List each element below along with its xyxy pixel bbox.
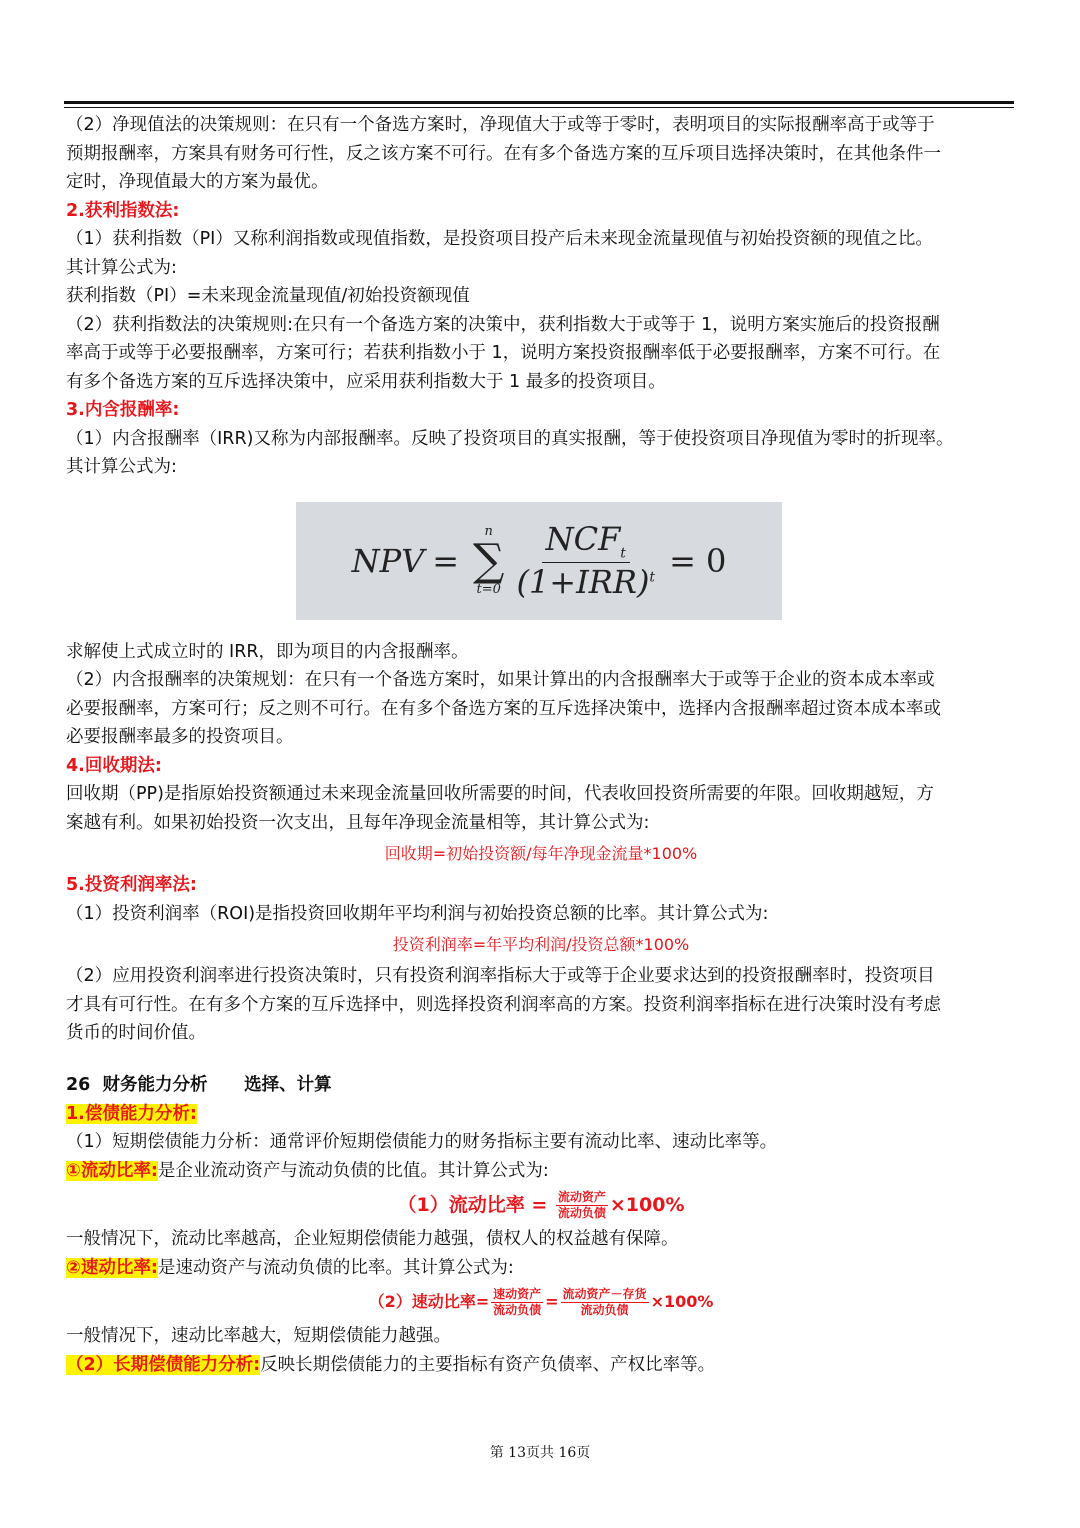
pi-rule-line: 有多个备选方案的互斥选择决策中，应采用获利指数大于 1 最多的投资项目。 [66, 371, 666, 392]
roi-rule-line: 货币的时间价值。 [66, 1023, 206, 1043]
irr-rule-line: （2）内含报酬率的决策规划：在只有一个备选方案时，如果计算出的内含报酬率大于或等于企业的资本成本率或 [66, 670, 935, 690]
current-ratio-note: 一般情况下，流动比率越高，企业短期偿债能力越强，债权人的权益越有保障。 [66, 1229, 679, 1249]
sigma-symbol: n ∑ t=0 [473, 523, 505, 597]
pp-formula: 回收期=初始投资额/每年净现金流量*100% [384, 844, 698, 863]
header-rule-thick [64, 101, 1014, 104]
pp-definition: 回收期（PP)是指原始投资额通过未来现金流量回收所需要的时间，代表收回投资所需要的年限。回收期越短，方 [66, 784, 934, 804]
roi-rule-line: 才具有可行性。在有多个方案的互斥选择中，则选择投资利润率高的方案。投资利润率指标在进行决策时没有考虑 [66, 994, 941, 1015]
npv-lhs: NPV [351, 541, 425, 580]
current-ratio-text: 是企业流动资产与流动负债的比值。其计算公式为: [157, 1160, 549, 1181]
pp-definition: 案越有利。如果初始投资一次支出，且每年净现金流量相等，其计算公式为: [66, 812, 650, 833]
pi-definition: （1）获利指数（PI）又称利润指数或现值指数，是投资项目投产后未来现金流量现值与初始投资额的现值之比。 [66, 229, 933, 249]
long-term-line [66, 1351, 1016, 1380]
irr-rule-line: 必要报酬率，方案可行；反之则不可行。在有多个备选方案的互斥选择决策中，选择内含报酬率超过资本成本率或 [66, 698, 941, 719]
npv-rule-line: 预期报酬率，方案具有财务可行性，反之该方案不可行。在有多个备选方案的互斥项目选择决策时，在其他条件一 [66, 143, 941, 164]
npv-equals: = [432, 541, 460, 580]
page-content [66, 111, 1016, 1379]
section-26-title: 26 财务能力分析 选择、计算 [66, 1074, 332, 1095]
npv-rule-line: 定时，净现值最大的方案为最优。 [66, 172, 329, 192]
npv-rhs: = 0 [669, 541, 727, 580]
pi-heading: 2.获利指数法: [66, 200, 180, 221]
irr-solve: 求解使上式成立时的 IRR，即为项目的内含报酬率。 [66, 641, 469, 662]
header-rule-thin [64, 107, 1014, 108]
pp-heading: 4.回收期法: [66, 755, 162, 776]
current-ratio-label: ①流动比率: [66, 1160, 158, 1181]
page-footer: 第 13页共 16页 [489, 1445, 591, 1461]
current-ratio-formula: （1）流动比率 = $\frac{\text{流动资产}}{\text{流动负债}}$ ×100% [397, 1190, 685, 1220]
irr-rule-line: 必要报酬率最多的投资项目。 [66, 727, 294, 747]
irr-definition: （1）内含报酬率（IRR)又称为内部报酬率。反映了投资项目的真实报酬，等于使投资项目净现值为零时的折现率。 [66, 428, 954, 449]
roi-heading: 5.投资利润率法: [66, 875, 197, 895]
quick-ratio-line [66, 1254, 1016, 1283]
current-ratio-line [66, 1157, 1016, 1186]
npv-formula-image [296, 502, 782, 620]
npv-rule-line: （2）净现值法的决策规则：在只有一个备选方案时，净现值大于或等于零时，表明项目的实际报酬率高于或等于 [66, 115, 935, 135]
pi-formula-intro: 其计算公式为: [66, 257, 177, 278]
short-term-solvency: （1）短期偿债能力分析：通常评价短期偿债能力的财务指标主要有流动比率、速动比率等。 [66, 1132, 778, 1152]
solvency-heading: 1.偿债能力分析: [66, 1103, 197, 1124]
irr-heading: 3.内含报酬率: [66, 400, 180, 420]
quick-ratio-label: ②速动比率: [66, 1257, 158, 1278]
long-term-text: 反映长期偿债能力的主要指标有资产负债率、产权比率等。 [260, 1354, 716, 1375]
pi-formula: 获利指数（PI）=未来现金流量现值/初始投资额现值 [66, 286, 470, 306]
long-term-label: （2）长期偿债能力分析: [66, 1354, 261, 1375]
quick-ratio-text: 是速动资产与流动负债的比率。其计算公式为: [157, 1257, 514, 1278]
roi-formula: 投资利润率=年平均利润/投资总额*100% [392, 935, 690, 954]
quick-ratio-formula: （2）速动比率= $\frac{\text{速动资产}}{\text{流动负债}}$ = $\frac{\text{流动资产－存货}}{\text{流动负债}}$ ×100% [368, 1287, 714, 1317]
pi-rule-line: 率高于或等于必要报酬率，方案可行；若获利指数小于 1，说明方案投资报酬率低于必要报酬率，方案不可行。在 [66, 343, 941, 363]
pi-rule-line: （2）获利指数法的决策规则:在只有一个备选方案的决策中，获利指数大于或等于 1，说明方案实施后的投资报酬 [66, 314, 940, 335]
quick-ratio-note: 一般情况下，速动比率越大，短期偿债能力越强。 [66, 1326, 451, 1346]
roi-definition: （1）投资利润率（ROI)是指投资回收期年平均利润与初始投资总额的比率。其计算公式为: [66, 903, 769, 924]
irr-formula-intro: 其计算公式为: [66, 457, 177, 477]
roi-rule-line: （2）应用投资利润率进行投资决策时，只有投资利润率指标大于或等于企业要求达到的投资报酬率时，投资项目 [66, 966, 935, 986]
npv-fraction: $\frac{NCF_t}{(1+IRR)^t}$ [516, 520, 656, 601]
